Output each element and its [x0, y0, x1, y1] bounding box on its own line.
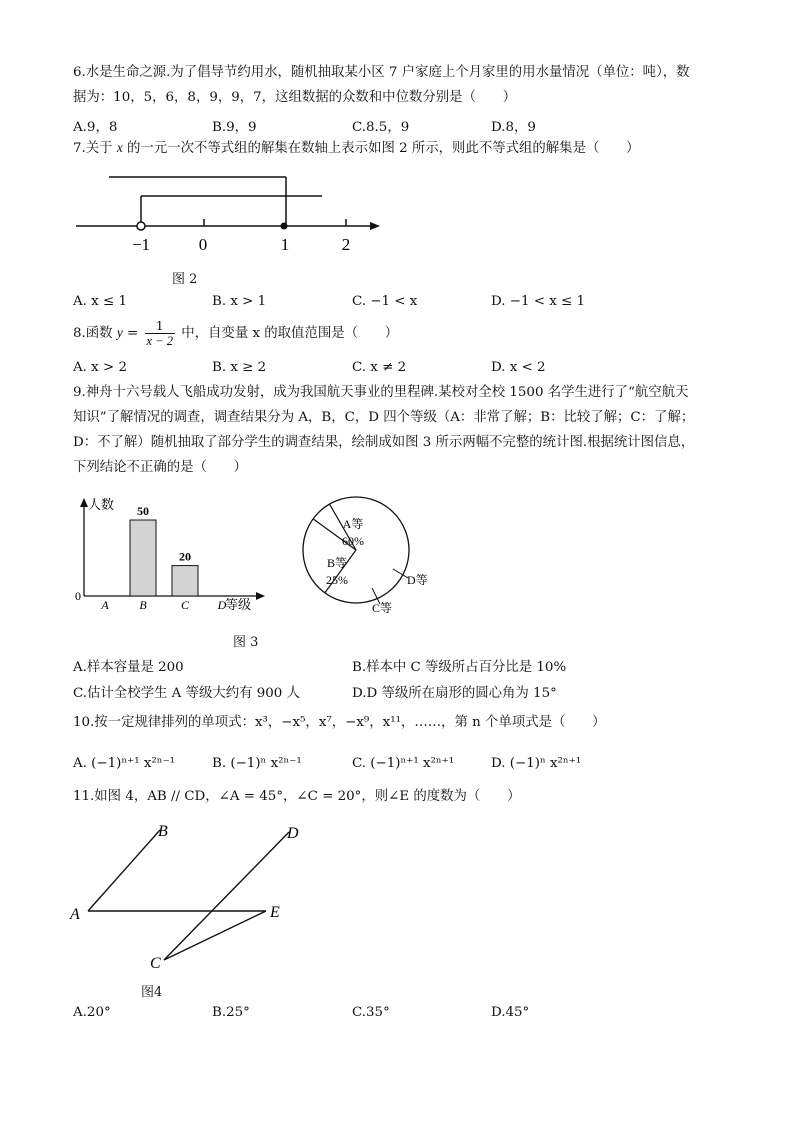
- bar-xlabel: 等级: [225, 597, 252, 612]
- q11-option-a: A.20°: [73, 1005, 111, 1020]
- q9-option-a: A.样本容量是 200: [73, 660, 184, 675]
- q10-option-a: A. (−1)ⁿ⁺¹ x²ⁿ⁻¹: [73, 756, 176, 771]
- q10-option-d: D. (−1)ⁿ x²ⁿ⁺¹: [491, 756, 582, 771]
- axis-label-1: 1: [280, 235, 290, 254]
- q11-option-b: B.25°: [212, 1005, 250, 1020]
- figure-4-caption: 图4: [141, 985, 163, 1000]
- q7-option-c: C. −1 < x: [352, 294, 418, 309]
- q7-option-d: D. −1 < x ≤ 1: [491, 294, 586, 309]
- q6-option-d: D.8，9: [491, 120, 536, 135]
- point-label-e: E: [270, 904, 280, 921]
- bar-category-label: C: [180, 598, 190, 612]
- q10-option-c: C. (−1)ⁿ⁺¹ x²ⁿ⁺¹: [352, 756, 455, 771]
- axis-label-neg1: −1: [131, 235, 151, 254]
- q7-option-b: B. x > 1: [212, 294, 267, 309]
- q8-option-a: A. x > 2: [73, 360, 127, 375]
- q7-option-a: A. x ≤ 1: [73, 294, 127, 309]
- q8-option-d: D. x < 2: [491, 360, 546, 375]
- q8-stem: 8.函数 y = $\frac{1}{x - 2}$ 中，自变量 x 的取值范围是（ ）: [73, 318, 399, 348]
- q9-option-d: D.D 等级所在扇形的圆心角为 15°: [352, 686, 557, 701]
- axis-label-2: 2: [341, 235, 351, 254]
- pie-label-d: D等: [407, 573, 428, 587]
- axis-label-0: 0: [198, 235, 208, 254]
- point-label-d: D: [287, 825, 299, 842]
- bar-ylabel: 人数: [88, 497, 115, 512]
- figure-3-caption: 图 3: [233, 635, 259, 650]
- q9-option-b: B.样本中 C 等级所占百分比是 10%: [352, 660, 567, 675]
- bar-category-label: D: [217, 598, 227, 612]
- q9-option-c: C.估计全校学生 A 等级大约有 900 人: [73, 686, 300, 701]
- q7-stem: 7.关于 x 的一元一次不等式组的解集在数轴上表示如图 2 所示，则此不等式组的解集是（ ）: [73, 140, 640, 156]
- q6-stem-line1: 6.水是生命之源.为了倡导节约用水，随机抽取某小区 7 户家庭上个月家里的用水量情况（单位：吨），数: [73, 65, 690, 80]
- point-label-b: B: [158, 823, 168, 840]
- q6-option-a: A.9，8: [73, 120, 118, 135]
- pie-label-b: B等: [326, 556, 348, 570]
- pie-value-b: 25%: [326, 573, 348, 587]
- fraction: $\frac{1}{x - 2}$: [146, 318, 173, 348]
- q10-stem: 10.按一定规律排列的单项式：x³，−x⁵，x⁷，−x⁹，x¹¹，……，第 n 个单项式是（ ）: [73, 715, 606, 730]
- q6-option-c: C.8.5，9: [352, 120, 410, 135]
- bar-category-label: B: [139, 598, 147, 612]
- bar-origin-label: 0: [75, 589, 81, 603]
- pie-value-a: 60%: [342, 534, 364, 548]
- point-label-a: A: [70, 906, 80, 923]
- q9-stem-line3: D：不了解）随机抽取了部分学生的调查结果，绘制成如图 3 所示两幅不完整的统计图.根据统计图信息，: [73, 435, 695, 450]
- bar-data-label: 20: [179, 549, 191, 564]
- q9-stem-line1: 9.神舟十六号载人飞船成功发射，成为我国航天事业的里程碑.某校对全校 1500 名学生进行了“航空航天: [73, 385, 689, 400]
- pie-label-a: A等: [342, 517, 364, 531]
- point-label-c: C: [150, 955, 161, 972]
- q9-stem-line2: 知识”了解情况的调查，调查结果分为 A，B，C，D 四个等级（A：非常了解；B：比较了解；C：了解；: [73, 410, 695, 425]
- q11-stem: 11.如图 4，AB // CD，∠A = 45°，∠C = 20°，则∠E 的度数为（ ）: [73, 789, 521, 804]
- figure-2-caption: 图 2: [172, 272, 198, 287]
- q11-option-c: C.35°: [352, 1005, 390, 1020]
- q6-option-b: B.9，9: [212, 120, 257, 135]
- q6-stem-line2: 据为：10，5，6，8，9，9，7，这组数据的众数和中位数分别是（ ）: [73, 90, 517, 105]
- q8-option-c: C. x ≠ 2: [352, 360, 407, 375]
- bar-data-label: 50: [137, 504, 149, 518]
- q11-option-d: D.45°: [491, 1005, 530, 1020]
- q9-stem-line4: 下列结论不正确的是（ ）: [73, 460, 248, 475]
- pie-label-c: C等: [372, 601, 393, 615]
- bar-category-label: A: [101, 598, 109, 612]
- q8-option-b: B. x ≥ 2: [212, 360, 267, 375]
- q10-option-b: B. (−1)ⁿ x²ⁿ⁻¹: [212, 756, 302, 771]
